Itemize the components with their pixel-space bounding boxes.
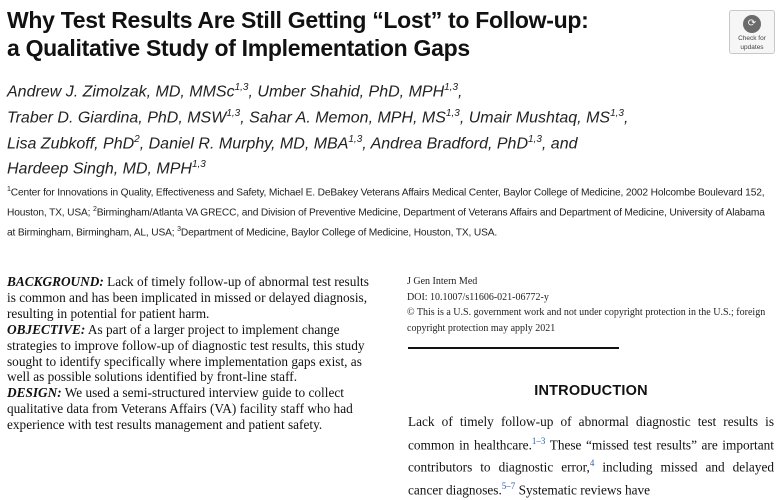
author-separator: ,: [248, 83, 258, 101]
intro-text-segment: Lack of timely follow-up of abnormal diagnostic test results is common in healthcare.: [408, 414, 774, 452]
abstract: [7, 274, 372, 433]
journal-name: J Gen Intern Med: [407, 276, 478, 287]
affiliations: [7, 182, 775, 242]
author-name: Andrea Bradford, PhD: [370, 134, 528, 152]
citation-link[interactable]: 4: [589, 458, 595, 469]
author-affiliation-ref: 2: [134, 133, 140, 145]
intro-text-segment: These “missed test results” are important contributors to diagnostic error,: [408, 436, 774, 475]
abstract-objective: [7, 322, 372, 386]
author-affiliation-ref: 1,3: [348, 133, 363, 145]
abstract-section-label: BACKGROUND:: [7, 274, 104, 289]
copyright-notice: © This is a U.S. government work and not under copyright protection in the U.S.; foreign copyright protection may apply 2021: [407, 307, 766, 334]
citation-link[interactable]: 5–7: [501, 481, 516, 492]
author-affiliation-ref: 1,3: [226, 107, 241, 119]
article-title: [7, 6, 707, 62]
author-affiliation-ref: 1,3: [234, 82, 249, 93]
citation-link[interactable]: 1–3: [531, 435, 546, 446]
introduction-heading: INTRODUCTION: [534, 383, 648, 399]
doi[interactable]: DOI: 10.1007/s11606-021-06772-y: [407, 291, 549, 303]
author-name: Umair Mushtaq, MS: [468, 109, 611, 127]
author-separator: ,: [240, 109, 250, 127]
author-separator: ,: [458, 83, 463, 101]
intro-text-segment: including missed and delayed cancer diagnoses.: [408, 459, 774, 498]
author-name: Hardeep Singh, MD, MPH: [7, 160, 192, 178]
abstract-section-label: DESIGN:: [7, 385, 62, 401]
author-affiliation-ref: 1,3: [610, 107, 624, 119]
article-title-line-2: a Qualitative Study of Implementation Gaps: [7, 35, 470, 61]
author-name: Lisa Zubkoff, PhD: [7, 134, 135, 152]
introduction-text: [408, 413, 774, 500]
check-updates-icon: ⟳: [743, 15, 761, 33]
check-for-updates-badge[interactable]: [729, 10, 775, 54]
intro-text-segment: Systematic reviews have: [515, 482, 651, 498]
abstract-background: [7, 274, 372, 322]
author-affiliation-ref: 1,3: [444, 82, 459, 93]
author-affiliation-ref: 1,3: [445, 107, 460, 119]
abstract-section-text: As part of a larger project to implement change strategies to improve follow-up of diagnostic test results, this study sought to identify specifically where implementation gaps exist, as well as possible solutions identified by front-line staff.: [7, 321, 365, 385]
affiliation-number: 3: [177, 225, 181, 233]
author-separator: , and: [541, 134, 578, 152]
author-name: Umber Shahid, PhD, MPH: [257, 83, 445, 101]
article-metadata: [407, 274, 777, 336]
article-title-line-1: Why Test Results Are Still Getting “Lost” to Follow-up:: [7, 7, 589, 33]
abstract-section-text: We used a semi-structured interview guide to collect qualitative data from Veterans Affairs (VA) facility staff who had experience with test results management and patient safety.: [7, 385, 353, 433]
affiliation-text: Department of Medicine, Baylor College of Medicine, Houston, TX, USA.: [180, 227, 498, 239]
affiliation-number: 1: [7, 186, 11, 193]
author-name: Traber D. Giardina, PhD, MSW: [7, 109, 227, 127]
author-separator: ,: [623, 109, 629, 127]
affiliation-number: 2: [93, 205, 97, 213]
abstract-section-label: OBJECTIVE:: [7, 321, 86, 337]
author-name: Sahar A. Memon, MPH, MS: [249, 109, 446, 127]
affiliation-text: Center for Innovations in Quality, Effectiveness and Safety, Michael E. DeBakey Veterans Affairs Medical Center, Baylor College of Medicine, 2002 Holcombe Boulevard 152, Houston, TX, USA;: [7, 187, 765, 219]
affiliation-text: Birmingham/Atlanta VA GRECC, and Division of Preventive Medicine, Department of Veterans Affairs and Department of Medicine, University of Alabama at Birmingham, Birmingham, AL, USA;: [7, 207, 765, 239]
author-separator: ,: [139, 134, 149, 152]
author-affiliation-ref: 1,3: [191, 159, 206, 171]
badge-label-line-1: Check for: [738, 35, 766, 42]
abstract-design: [7, 385, 372, 433]
author-name: Andrew J. Zimolzak, MD, MMSc: [7, 83, 235, 101]
author-separator: ,: [362, 134, 371, 152]
badge-label-line-2: updates: [740, 44, 764, 51]
abstract-section-text: Lack of timely follow-up of abnormal test results is common and has been implicated in missed or delayed diagnosis, resulting in potential for patient harm.: [7, 274, 369, 321]
metadata-divider: [408, 347, 619, 349]
author-affiliation-ref: 1,3: [528, 133, 542, 145]
author-name: Daniel R. Murphy, MD, MBA: [148, 134, 349, 152]
author-separator: ,: [459, 109, 469, 127]
author-list: [7, 77, 707, 180]
